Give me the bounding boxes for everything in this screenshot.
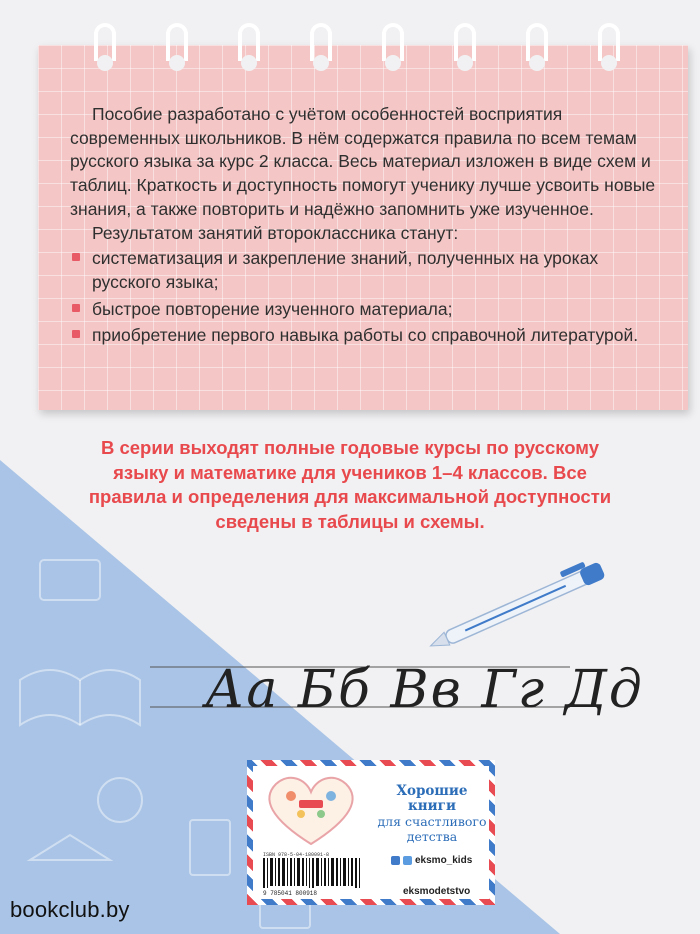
barcode: [263, 858, 373, 888]
info-note: [38, 45, 688, 410]
social-links: [391, 852, 472, 868]
cursive-alphabet: Аа Бб Вв Гг Дд: [205, 660, 644, 720]
slogan-line: детства: [406, 829, 458, 844]
heart-logo: [261, 774, 361, 849]
results-list: [70, 247, 670, 348]
binder-hole: [313, 55, 329, 71]
list-item-text: систематизация и закрепление знаний, полученных на уроках русского языка;: [92, 248, 599, 292]
bullet-icon: [72, 253, 80, 261]
results-heading: Результатом занятий второклассника станут:: [92, 222, 459, 243]
slogan-line: Хорошие: [396, 783, 468, 799]
telegram-icon: [403, 856, 412, 865]
binder-hole: [529, 55, 545, 71]
barcode-number: 9 785041 800918: [263, 890, 318, 897]
bullet-icon: [72, 304, 80, 312]
card-slogan: [373, 784, 491, 844]
watermark: bookclub.by: [10, 897, 130, 922]
list-item-text: приобретение первого навыка работы со справочной литературой.: [92, 325, 639, 346]
binder-hole: [97, 55, 113, 71]
binder-hole: [169, 55, 185, 71]
social-handle: eksmo_kids: [415, 854, 473, 866]
social-handle: eksmodetstvo: [403, 886, 471, 897]
isbn: ISBN 978-5-04-180091-8: [263, 852, 330, 858]
series-description: В серии выходят полные годовые курсы по русскому языку и математике для учеников 1–4 классов. Все правила и определения для максимальной доступности сведены в таблицы и схемы.: [88, 437, 612, 532]
list-item: [70, 324, 670, 348]
list-item: [70, 298, 670, 322]
publisher-card: [247, 760, 495, 905]
pen-icon: [420, 555, 630, 655]
binder-hole: [385, 55, 401, 71]
slogan-line: книги: [408, 798, 456, 814]
list-item: [70, 247, 670, 294]
binder-hole: [457, 55, 473, 71]
intro-paragraph: Пособие разработано с учётом особенностей восприятия современных школьников. В нём содержатся правила по всем темам русского языка за курс 2 класса. Весь материал изложен в виде схем и таблиц. Краткость и доступность помогут ученику лучше усвоить новые знания, а также повторить и надёжно запомнить уже изученное.: [70, 104, 656, 219]
binder-hole: [241, 55, 257, 71]
social-row: [391, 852, 472, 868]
binder-hole: [601, 55, 617, 71]
slogan-line: для счастливого: [377, 814, 487, 829]
vk-icon: [391, 856, 400, 865]
bullet-icon: [72, 330, 80, 338]
note-text: [70, 103, 670, 351]
list-item-text: быстрое повторение изученного материала;: [92, 298, 453, 319]
